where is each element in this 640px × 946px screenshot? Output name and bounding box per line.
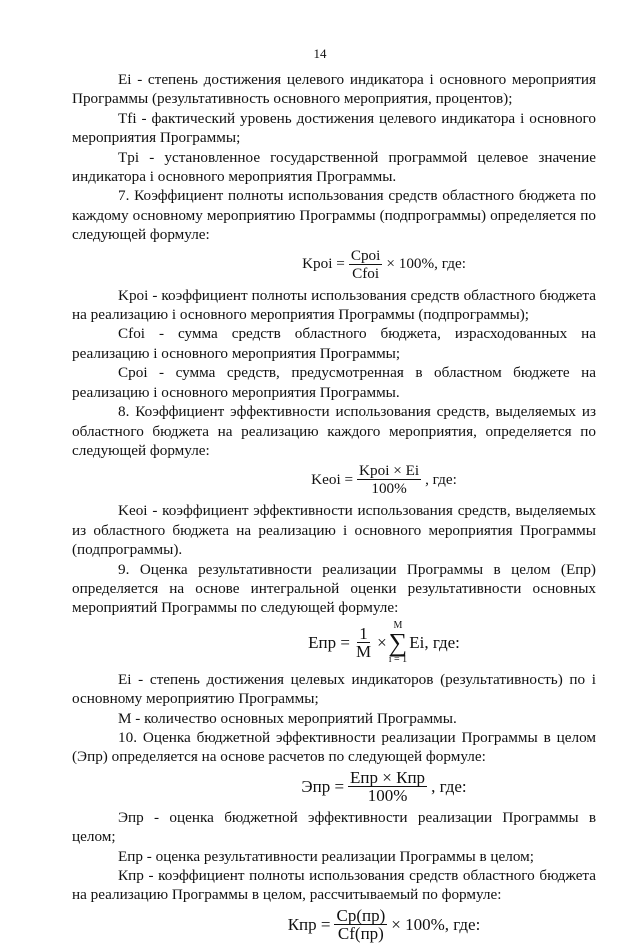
paragraph: 10. Оценка бюджетной эффективности реализации Программы в целом (Эпр) определяется на основе расчетов по следующей формуле: — [72, 728, 596, 766]
denominator: Cfoi — [352, 264, 380, 282]
numerator: Епр × Кпр — [350, 767, 426, 787]
numerator: 1 — [359, 624, 368, 644]
multiply-sign: × — [377, 633, 387, 653]
formula-rhs: × 100%, где: — [386, 255, 466, 273]
fraction — [334, 907, 387, 942]
denominator: 100% — [371, 480, 407, 498]
fraction — [348, 769, 427, 804]
paragraph: 8. Коэффициент эффективности использования средств, выделяемых из областного бюджета на реализацию каждого мероприятия, определяется по следующей формуле: — [72, 403, 596, 459]
paragraph: Кпр - коэффициент полноты использования средств областного бюджета на реализацию Программы в целом, рассчитываемый по формуле: — [72, 867, 596, 904]
paragraph: Tpi - установленное государственной программой целевое значение индикатора i основного мероприятия Программы. — [72, 148, 596, 186]
paragraph: Епр - оценка результативности реализации Программы в целом; — [118, 847, 535, 865]
formula-lhs: Епр = — [308, 633, 350, 653]
formula-lhs: Кпр = — [287, 914, 331, 934]
formula-keoi — [172, 462, 596, 497]
paragraph: 9. Оценка результативности реализации Программы в целом (Епр) определяется на основе интегральной оценки результативности основных мероприятий Программы по следующей формуле: — [72, 560, 596, 617]
document-body — [72, 70, 596, 946]
paragraph: Эпр - оценка бюджетной эффективности реализации Программы в целом; — [72, 808, 596, 846]
formula-rhs: , где: — [425, 471, 457, 489]
paragraph: Tfi - фактический уровень достижения целевого индикатора i основного мероприятия Программы; — [72, 109, 596, 147]
fraction — [357, 462, 421, 497]
formula-kpr — [172, 907, 596, 942]
formula-kpoi — [172, 247, 596, 282]
paragraph: Cpoi - сумма средств, предусмотренная в областном бюджете на реализацию i основного мероприятия Программы. — [72, 364, 596, 401]
paragraph: M - количество основных мероприятий Программы. — [118, 709, 457, 727]
formula-rhs: , где: — [424, 633, 460, 653]
paragraph: Ei - степень достижения целевых индикаторов (результативность) по i основному мероприятию Программы; — [72, 670, 596, 708]
numerator: Ср(пр) — [336, 905, 386, 925]
denominator: Cf(пр) — [337, 923, 384, 943]
formula-epr — [172, 620, 596, 666]
formula-rhs: × 100%, где: — [391, 914, 481, 934]
summation — [389, 620, 408, 666]
sum-term: Ei — [409, 633, 425, 653]
formula-rhs: , где: — [431, 776, 467, 796]
paragraph: Ei - степень достижения целевого индикатора i основного мероприятия Программы (результативность основного мероприятия, процентов); — [72, 71, 596, 108]
page-number: 14 — [313, 46, 327, 61]
formula-lhs: Keoi = — [311, 471, 354, 489]
numerator: Kpoi × Ei — [359, 462, 420, 480]
fraction — [349, 247, 383, 282]
paragraph: Cfoi - сумма средств областного бюджета, израсходованных на реализацию i основного мероприятия Программы; — [72, 325, 596, 362]
fraction — [354, 625, 373, 660]
sum-upper-limit: M — [393, 619, 403, 631]
formula-lhs: Эпр = — [301, 776, 345, 796]
sigma-icon: ∑ — [388, 627, 408, 657]
paragraph: Keoi - коэффициент эффективности использования средств, выделяемых из областного бюджета на реализацию i основного мероприятия Программы (подпрограммы). — [72, 502, 596, 559]
paragraph: 7. Коэффициент полноты использования средств областного бюджета по каждому основному мероприятию Программы (подпрограммы) определяется по следующей формуле: — [72, 187, 596, 244]
formula-lhs: Kpoi = — [302, 255, 345, 273]
numerator: Cpoi — [350, 246, 381, 264]
sum-lower-limit: i = 1 — [388, 653, 408, 665]
denominator: 100% — [367, 785, 408, 805]
paragraph: Kpoi - коэффициент полноты использования средств областного бюджета на реализацию i основного мероприятия Программы (подпрограммы); — [72, 286, 596, 324]
denominator: M — [355, 642, 372, 662]
formula-epr-budget — [172, 769, 596, 804]
